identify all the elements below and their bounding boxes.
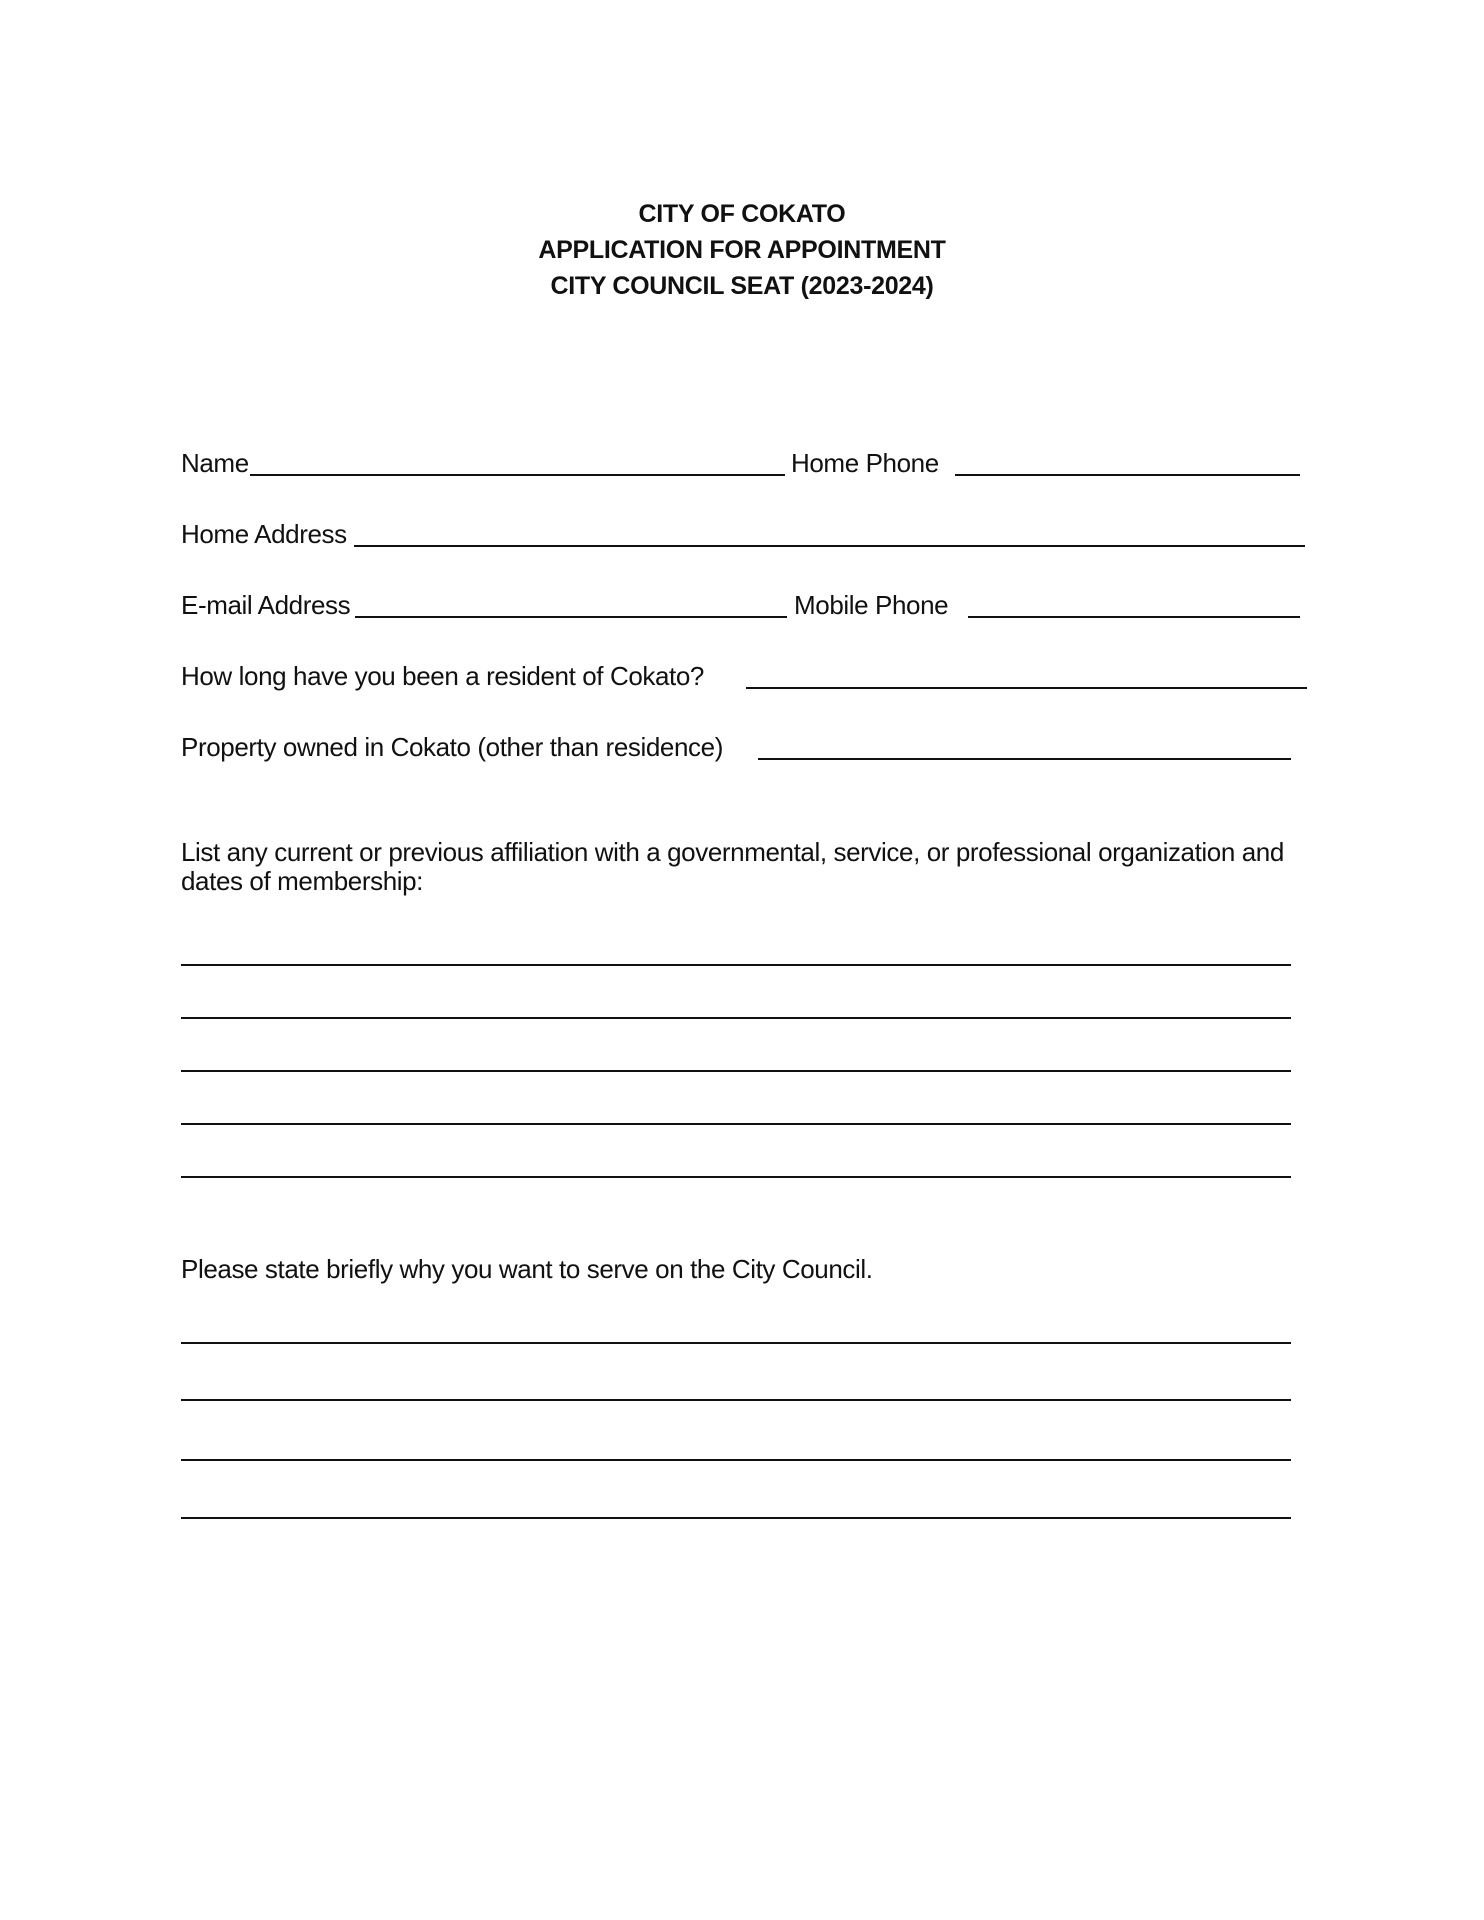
home-phone-field[interactable] — [955, 474, 1300, 476]
email-field[interactable] — [355, 616, 787, 618]
affiliation-line-5[interactable] — [181, 1176, 1291, 1178]
form-subtitle: CITY COUNCIL SEAT (2023-2024) — [550, 272, 934, 300]
mobile-phone-label: Mobile Phone — [794, 590, 949, 620]
name-field[interactable] — [250, 474, 785, 476]
reason-line-3[interactable] — [181, 1459, 1291, 1461]
reason-line-2[interactable] — [181, 1399, 1291, 1401]
mobile-phone-field[interactable] — [968, 616, 1300, 618]
form-title: APPLICATION FOR APPOINTMENT — [538, 236, 946, 264]
property-field[interactable] — [758, 758, 1291, 760]
affiliation-line-2[interactable] — [181, 1017, 1291, 1019]
affiliation-prompt: List any current or previous affiliation with a governmental, service, or professional organization and dates of membership: — [181, 837, 1284, 896]
email-label: E-mail Address — [181, 590, 351, 620]
home-phone-label: Home Phone — [791, 448, 939, 478]
home-address-label: Home Address — [181, 519, 347, 549]
city-heading: CITY OF COKATO — [638, 200, 846, 228]
affiliation-line-4[interactable] — [181, 1123, 1291, 1125]
residency-label: How long have you been a resident of Cokato? — [181, 661, 704, 691]
reason-prompt: Please state briefly why you want to serve on the City Council. — [181, 1254, 873, 1284]
property-label: Property owned in Cokato (other than residence) — [181, 732, 723, 762]
reason-line-1[interactable] — [181, 1342, 1291, 1344]
reason-line-4[interactable] — [181, 1517, 1291, 1519]
name-label: Name — [181, 448, 249, 478]
residency-field[interactable] — [746, 687, 1307, 689]
affiliation-line-3[interactable] — [181, 1070, 1291, 1072]
home-address-field[interactable] — [354, 545, 1305, 547]
affiliation-line-1[interactable] — [181, 964, 1291, 966]
